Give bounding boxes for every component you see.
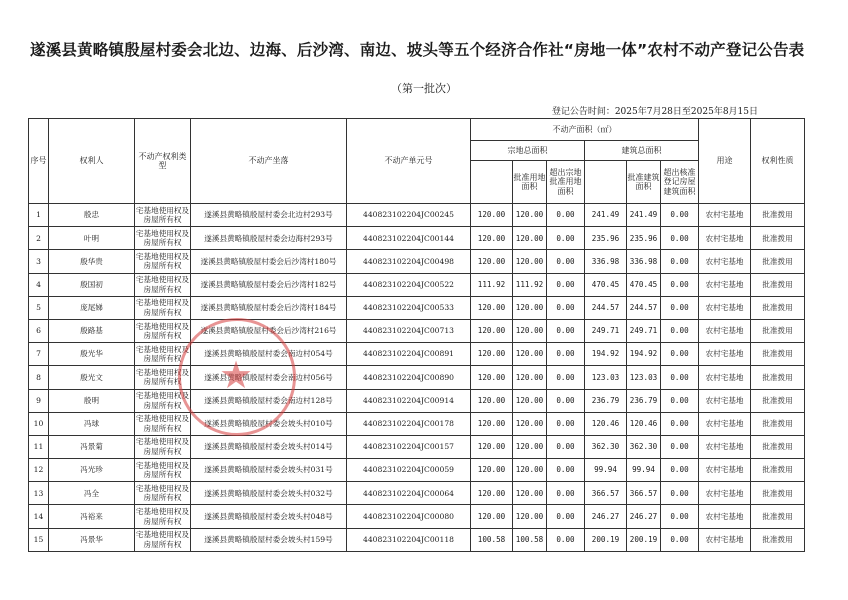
cell-right-type: 宅基地使用权及房屋所有权 <box>135 319 191 342</box>
cell-land-excess: 0.00 <box>547 528 585 551</box>
cell-right-type: 宅基地使用权及房屋所有权 <box>135 204 191 227</box>
cell-land-excess: 0.00 <box>547 435 585 458</box>
cell-land-total: 120.00 <box>471 343 513 366</box>
header-seq: 序号 <box>29 119 49 204</box>
cell-owner: 冯景菊 <box>49 435 135 458</box>
cell-unit-no: 440823102204JC00178 <box>347 412 471 435</box>
cell-land-total: 120.00 <box>471 389 513 412</box>
table-row <box>29 459 805 482</box>
header-build-excess: 超出核准登记房屋建筑面积 <box>661 161 699 204</box>
cell-unit-no: 440823102204JC00522 <box>347 273 471 296</box>
table-row <box>29 482 805 505</box>
cell-build-total: 470.45 <box>585 273 627 296</box>
cell-nature: 批准拨用 <box>751 250 805 273</box>
cell-land-excess: 0.00 <box>547 296 585 319</box>
cell-build-approved: 244.57 <box>627 296 661 319</box>
header-land-group: 宗地总面积 <box>471 141 585 161</box>
cell-build-total: 249.71 <box>585 319 627 342</box>
cell-use: 农村宅基地 <box>699 273 751 296</box>
cell-seq: 4 <box>29 273 49 296</box>
cell-owner: 冯全 <box>49 482 135 505</box>
cell-nature: 批准拨用 <box>751 204 805 227</box>
header-unit-no: 不动产单元号 <box>347 119 471 204</box>
cell-build-approved: 241.49 <box>627 204 661 227</box>
cell-location: 遂溪县黄略镇殷屋村委会南边村128号 <box>191 389 347 412</box>
cell-owner: 殷忠 <box>49 204 135 227</box>
cell-land-excess: 0.00 <box>547 482 585 505</box>
cell-owner: 殷明 <box>49 389 135 412</box>
cell-seq: 10 <box>29 412 49 435</box>
cell-land-total: 120.00 <box>471 482 513 505</box>
cell-land-excess: 0.00 <box>547 389 585 412</box>
cell-location: 遂溪县黄略镇殷屋村委会后沙湾村184号 <box>191 296 347 319</box>
cell-unit-no: 440823102204JC00914 <box>347 389 471 412</box>
cell-use: 农村宅基地 <box>699 435 751 458</box>
table-row <box>29 273 805 296</box>
cell-build-total: 120.46 <box>585 412 627 435</box>
cell-build-approved: 236.79 <box>627 389 661 412</box>
table-row <box>29 412 805 435</box>
registration-table <box>28 118 805 552</box>
cell-unit-no: 440823102204JC00059 <box>347 459 471 482</box>
cell-build-approved: 249.71 <box>627 319 661 342</box>
cell-seq: 1 <box>29 204 49 227</box>
cell-seq: 5 <box>29 296 49 319</box>
cell-build-excess: 0.00 <box>661 204 699 227</box>
cell-right-type: 宅基地使用权及房屋所有权 <box>135 435 191 458</box>
cell-land-approved: 120.00 <box>513 343 547 366</box>
table-row <box>29 296 805 319</box>
cell-land-approved: 120.00 <box>513 204 547 227</box>
cell-land-excess: 0.00 <box>547 505 585 528</box>
cell-unit-no: 440823102204JC00533 <box>347 296 471 319</box>
cell-build-total: 362.30 <box>585 435 627 458</box>
cell-build-excess: 0.00 <box>661 227 699 250</box>
cell-use: 农村宅基地 <box>699 505 751 528</box>
cell-unit-no: 440823102204JC00144 <box>347 227 471 250</box>
cell-land-total: 120.00 <box>471 296 513 319</box>
cell-build-total: 99.94 <box>585 459 627 482</box>
cell-land-approved: 120.00 <box>513 412 547 435</box>
cell-use: 农村宅基地 <box>699 366 751 389</box>
cell-right-type: 宅基地使用权及房屋所有权 <box>135 343 191 366</box>
cell-location: 遂溪县黄略镇殷屋村委会坡头村031号 <box>191 459 347 482</box>
cell-nature: 批准拨用 <box>751 505 805 528</box>
cell-seq: 7 <box>29 343 49 366</box>
cell-use: 农村宅基地 <box>699 296 751 319</box>
cell-build-approved: 470.45 <box>627 273 661 296</box>
table-row <box>29 250 805 273</box>
cell-nature: 批准拨用 <box>751 412 805 435</box>
cell-seq: 9 <box>29 389 49 412</box>
cell-land-approved: 120.00 <box>513 296 547 319</box>
cell-nature: 批准拨用 <box>751 273 805 296</box>
cell-nature: 批准拨用 <box>751 482 805 505</box>
cell-unit-no: 440823102204JC00713 <box>347 319 471 342</box>
cell-build-total: 194.92 <box>585 343 627 366</box>
cell-right-type: 宅基地使用权及房屋所有权 <box>135 389 191 412</box>
cell-seq: 8 <box>29 366 49 389</box>
cell-land-approved: 120.00 <box>513 459 547 482</box>
table-row <box>29 389 805 412</box>
cell-land-total: 100.58 <box>471 528 513 551</box>
cell-right-type: 宅基地使用权及房屋所有权 <box>135 528 191 551</box>
cell-land-approved: 100.58 <box>513 528 547 551</box>
cell-build-excess: 0.00 <box>661 389 699 412</box>
cell-location: 遂溪县黄略镇殷屋村委会坡头村048号 <box>191 505 347 528</box>
cell-nature: 批准拨用 <box>751 343 805 366</box>
cell-build-approved: 123.03 <box>627 366 661 389</box>
cell-land-total: 120.00 <box>471 319 513 342</box>
cell-land-approved: 120.00 <box>513 319 547 342</box>
cell-build-excess: 0.00 <box>661 343 699 366</box>
cell-seq: 12 <box>29 459 49 482</box>
cell-right-type: 宅基地使用权及房屋所有权 <box>135 482 191 505</box>
cell-unit-no: 440823102204JC00890 <box>347 366 471 389</box>
cell-land-excess: 0.00 <box>547 204 585 227</box>
cell-land-approved: 120.00 <box>513 250 547 273</box>
cell-land-total: 120.00 <box>471 412 513 435</box>
cell-land-excess: 0.00 <box>547 459 585 482</box>
cell-use: 农村宅基地 <box>699 528 751 551</box>
cell-land-approved: 120.00 <box>513 435 547 458</box>
cell-location: 遂溪县黄略镇殷屋村委会后沙湾村180号 <box>191 250 347 273</box>
cell-land-excess: 0.00 <box>547 366 585 389</box>
cell-build-total: 200.19 <box>585 528 627 551</box>
cell-nature: 批准拨用 <box>751 435 805 458</box>
cell-build-excess: 0.00 <box>661 250 699 273</box>
cell-land-approved: 120.00 <box>513 482 547 505</box>
cell-build-excess: 0.00 <box>661 459 699 482</box>
header-land-excess: 超出宗地批准用地面积 <box>547 161 585 204</box>
cell-nature: 批准拨用 <box>751 389 805 412</box>
cell-seq: 3 <box>29 250 49 273</box>
table-row <box>29 528 805 551</box>
cell-land-total: 120.00 <box>471 459 513 482</box>
cell-owner: 叶明 <box>49 227 135 250</box>
cell-use: 农村宅基地 <box>699 482 751 505</box>
cell-right-type: 宅基地使用权及房屋所有权 <box>135 296 191 319</box>
cell-build-approved: 235.96 <box>627 227 661 250</box>
seal-star-icon: ★ <box>219 353 254 397</box>
cell-location: 遂溪县黄略镇殷屋村委会边海村293号 <box>191 227 347 250</box>
cell-build-total: 123.03 <box>585 366 627 389</box>
cell-owner: 冯光珍 <box>49 459 135 482</box>
cell-use: 农村宅基地 <box>699 204 751 227</box>
cell-right-type: 宅基地使用权及房屋所有权 <box>135 459 191 482</box>
cell-use: 农村宅基地 <box>699 319 751 342</box>
cell-seq: 15 <box>29 528 49 551</box>
cell-nature: 批准拨用 <box>751 319 805 342</box>
cell-nature: 批准拨用 <box>751 296 805 319</box>
cell-build-approved: 120.46 <box>627 412 661 435</box>
cell-land-approved: 120.00 <box>513 366 547 389</box>
cell-land-total: 120.00 <box>471 366 513 389</box>
cell-unit-no: 440823102204JC00064 <box>347 482 471 505</box>
cell-build-excess: 0.00 <box>661 505 699 528</box>
cell-unit-no: 440823102204JC00157 <box>347 435 471 458</box>
header-location: 不动产坐落 <box>191 119 347 204</box>
header-owner: 权利人 <box>49 119 135 204</box>
cell-seq: 13 <box>29 482 49 505</box>
cell-owner: 冯球 <box>49 412 135 435</box>
cell-use: 农村宅基地 <box>699 343 751 366</box>
table-row <box>29 204 805 227</box>
table-row <box>29 366 805 389</box>
cell-land-approved: 120.00 <box>513 505 547 528</box>
table-row <box>29 343 805 366</box>
cell-build-total: 244.57 <box>585 296 627 319</box>
cell-use: 农村宅基地 <box>699 389 751 412</box>
cell-owner: 冯裕来 <box>49 505 135 528</box>
cell-land-excess: 0.00 <box>547 412 585 435</box>
table-row <box>29 505 805 528</box>
cell-use: 农村宅基地 <box>699 412 751 435</box>
cell-build-excess: 0.00 <box>661 366 699 389</box>
cell-build-excess: 0.00 <box>661 319 699 342</box>
header-build-group: 建筑总面积 <box>585 141 699 161</box>
table-row <box>29 435 805 458</box>
cell-build-approved: 200.19 <box>627 528 661 551</box>
cell-seq: 2 <box>29 227 49 250</box>
cell-location: 遂溪县黄略镇殷屋村委会坡头村014号 <box>191 435 347 458</box>
cell-owner: 殷国初 <box>49 273 135 296</box>
header-area-group: 不动产面积（㎡） <box>471 119 699 141</box>
cell-owner: 冯景华 <box>49 528 135 551</box>
cell-use: 农村宅基地 <box>699 459 751 482</box>
cell-land-total: 120.00 <box>471 505 513 528</box>
cell-right-type: 宅基地使用权及房屋所有权 <box>135 250 191 273</box>
header-build-total <box>585 161 627 204</box>
cell-build-total: 241.49 <box>585 204 627 227</box>
cell-location: 遂溪县黄略镇殷屋村委会后沙湾村216号 <box>191 319 347 342</box>
cell-right-type: 宅基地使用权及房屋所有权 <box>135 505 191 528</box>
cell-build-total: 235.96 <box>585 227 627 250</box>
cell-land-total: 120.00 <box>471 227 513 250</box>
cell-location: 遂溪县黄略镇殷屋村委会坡头村159号 <box>191 528 347 551</box>
cell-unit-no: 440823102204JC00080 <box>347 505 471 528</box>
cell-build-total: 366.57 <box>585 482 627 505</box>
cell-owner: 殷光华 <box>49 343 135 366</box>
batch-subtitle: （第一批次） <box>391 82 457 95</box>
header-right-type: 不动产权利类型 <box>135 119 191 204</box>
cell-build-excess: 0.00 <box>661 528 699 551</box>
cell-build-excess: 0.00 <box>661 482 699 505</box>
cell-land-excess: 0.00 <box>547 250 585 273</box>
cell-land-approved: 111.92 <box>513 273 547 296</box>
cell-right-type: 宅基地使用权及房屋所有权 <box>135 412 191 435</box>
cell-seq: 11 <box>29 435 49 458</box>
cell-land-total: 120.00 <box>471 435 513 458</box>
cell-location: 遂溪县黄略镇殷屋村委会北边村293号 <box>191 204 347 227</box>
cell-land-total: 120.00 <box>471 250 513 273</box>
cell-use: 农村宅基地 <box>699 250 751 273</box>
cell-right-type: 宅基地使用权及房屋所有权 <box>135 227 191 250</box>
cell-unit-no: 440823102204JC00245 <box>347 204 471 227</box>
cell-land-approved: 120.00 <box>513 227 547 250</box>
cell-build-total: 336.98 <box>585 250 627 273</box>
table-row <box>29 227 805 250</box>
header-use: 用途 <box>699 119 751 204</box>
table-body <box>29 204 805 552</box>
cell-seq: 14 <box>29 505 49 528</box>
cell-seq: 6 <box>29 319 49 342</box>
header-land-approved: 批准用地面积 <box>513 161 547 204</box>
cell-build-excess: 0.00 <box>661 296 699 319</box>
document-title: 遂溪县黄略镇殷屋村委会北边、边海、后沙湾、南边、坡头等五个经济合作社“房地一体”农村不动产登记公告表 <box>30 41 805 59</box>
cell-location: 遂溪县黄略镇殷屋村委会后沙湾村182号 <box>191 273 347 296</box>
cell-build-excess: 0.00 <box>661 273 699 296</box>
cell-build-approved: 99.94 <box>627 459 661 482</box>
cell-owner: 殷华贵 <box>49 250 135 273</box>
cell-build-total: 246.27 <box>585 505 627 528</box>
cell-build-approved: 362.30 <box>627 435 661 458</box>
header-land-total <box>471 161 513 204</box>
cell-land-total: 111.92 <box>471 273 513 296</box>
cell-build-excess: 0.00 <box>661 435 699 458</box>
cell-land-excess: 0.00 <box>547 319 585 342</box>
cell-unit-no: 440823102204JC00891 <box>347 343 471 366</box>
table-row <box>29 319 805 342</box>
cell-location: 遂溪县黄略镇殷屋村委会南边村056号 <box>191 366 347 389</box>
cell-unit-no: 440823102204JC00118 <box>347 528 471 551</box>
cell-nature: 批准拨用 <box>751 528 805 551</box>
cell-build-approved: 336.98 <box>627 250 661 273</box>
cell-land-excess: 0.00 <box>547 273 585 296</box>
cell-land-approved: 120.00 <box>513 389 547 412</box>
cell-build-excess: 0.00 <box>661 412 699 435</box>
cell-land-excess: 0.00 <box>547 227 585 250</box>
cell-nature: 批准拨用 <box>751 227 805 250</box>
cell-land-total: 120.00 <box>471 204 513 227</box>
cell-nature: 批准拨用 <box>751 366 805 389</box>
cell-location: 遂溪县黄略镇殷屋村委会南边村054号 <box>191 343 347 366</box>
cell-land-excess: 0.00 <box>547 343 585 366</box>
cell-location: 遂溪县黄略镇殷屋村委会坡头村010号 <box>191 412 347 435</box>
cell-owner: 殷光文 <box>49 366 135 389</box>
cell-build-approved: 246.27 <box>627 505 661 528</box>
cell-owner: 殷路基 <box>49 319 135 342</box>
announcement-period: 登记公告时间：2025年7月28日至2025年8月15日 <box>551 107 758 117</box>
header-nature: 权利性质 <box>751 119 805 204</box>
cell-owner: 庞尾娣 <box>49 296 135 319</box>
cell-build-approved: 366.57 <box>627 482 661 505</box>
header-build-approved: 批准建筑面积 <box>627 161 661 204</box>
cell-location: 遂溪县黄略镇殷屋村委会坡头村032号 <box>191 482 347 505</box>
cell-right-type: 宅基地使用权及房屋所有权 <box>135 273 191 296</box>
cell-use: 农村宅基地 <box>699 227 751 250</box>
cell-unit-no: 440823102204JC00498 <box>347 250 471 273</box>
cell-build-approved: 194.92 <box>627 343 661 366</box>
cell-build-total: 236.79 <box>585 389 627 412</box>
cell-nature: 批准拨用 <box>751 459 805 482</box>
cell-right-type: 宅基地使用权及房屋所有权 <box>135 366 191 389</box>
